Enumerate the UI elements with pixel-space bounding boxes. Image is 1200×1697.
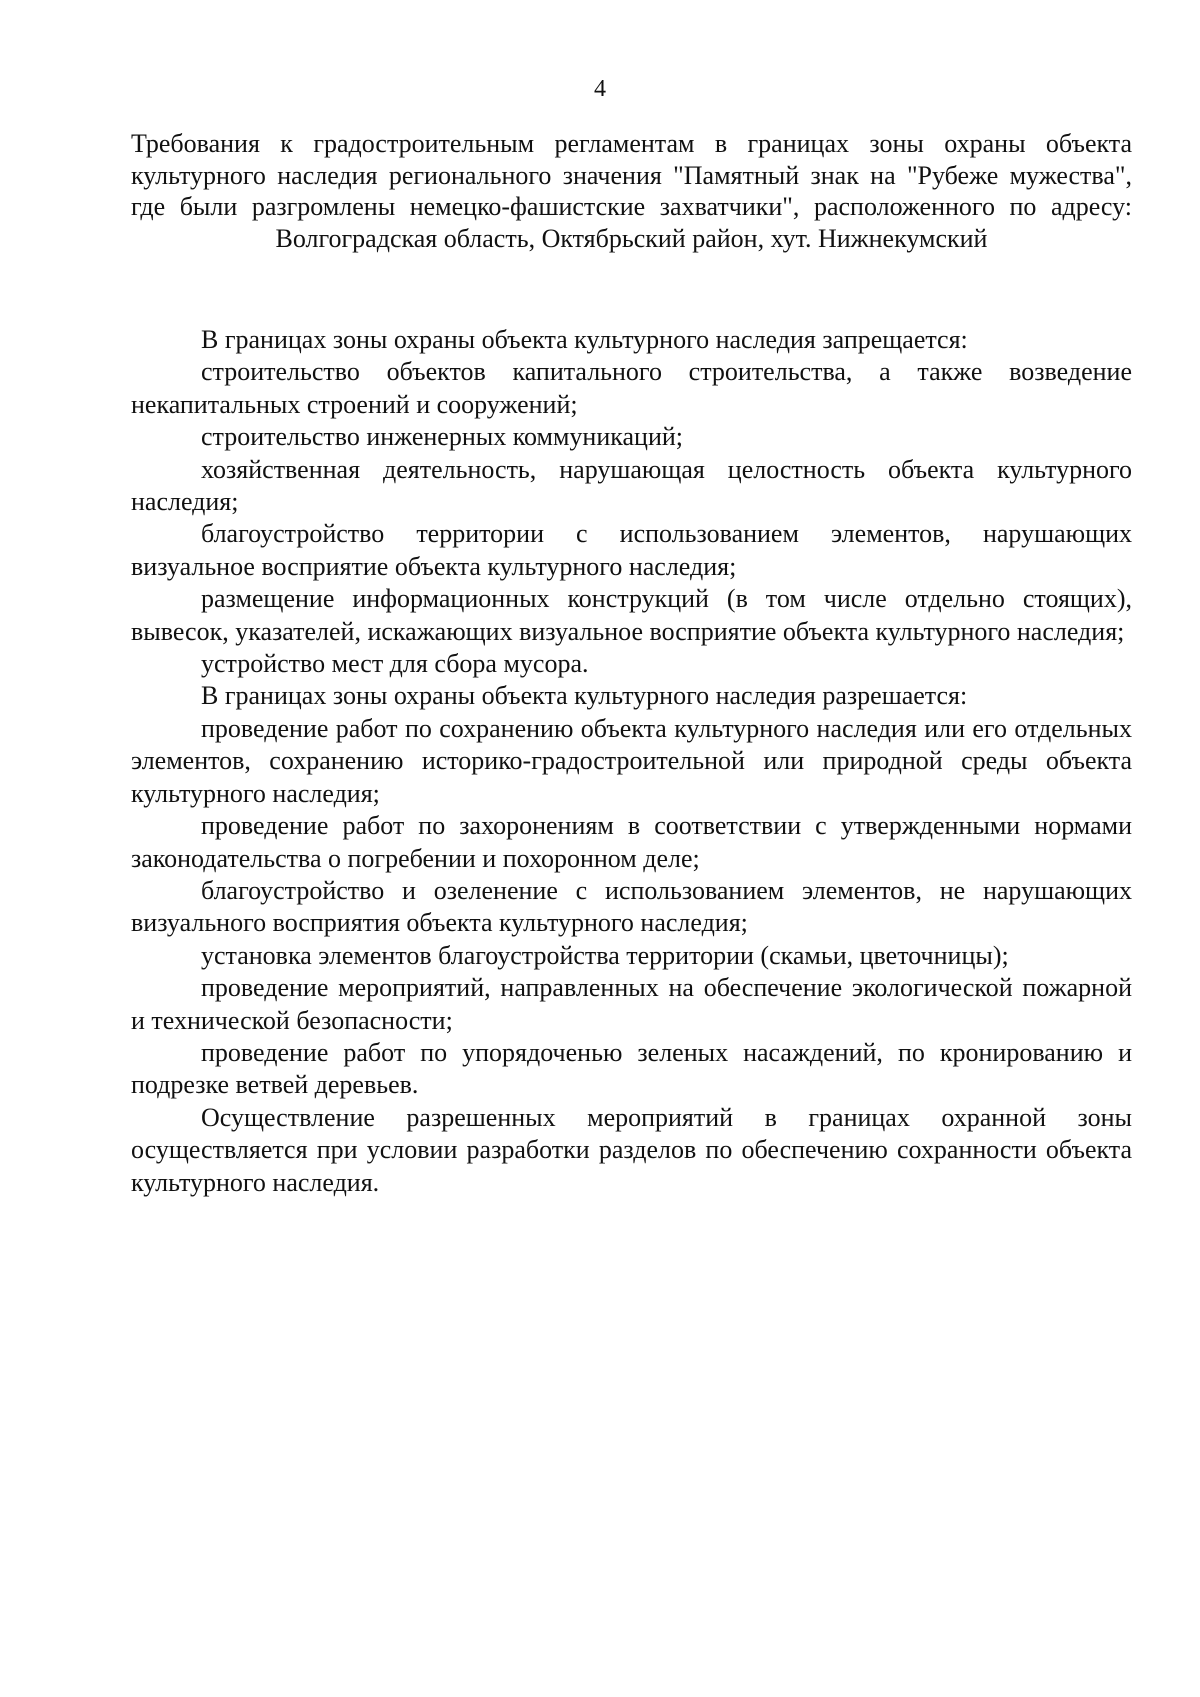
paragraph-permitted-preservation: проведение работ по сохранению объекта культурного наследия или его отдельных элементов, сохранению историко-градостроительной или природной среды объекта культурного наследия;: [131, 713, 1132, 808]
paragraph-prohibited-economic-activity: хозяйственная деятельность, нарушающая целостность объекта культурного наследия;: [131, 454, 1132, 517]
document-body: [131, 324, 1132, 1199]
paragraph-prohibited-intro: В границах зоны охраны объекта культурного наследия запрещается:: [201, 325, 968, 354]
paragraph-prohibited-signage: размещение информационных конструкций (в том числе отдельно стоящих), вывесок, указателей, искажающих визуальное восприятие объекта культурного наследия;: [131, 584, 1132, 646]
paragraph-conditions: Осуществление разрешенных мероприятий в границах охранной зоны осуществляется при условии разработки разделов по обеспечению сохранности объекта культурного наследия.: [131, 1102, 1132, 1197]
paragraph-permitted-intro: В границах зоны охраны объекта культурного наследия разрешается:: [201, 681, 968, 711]
paragraph-prohibited-engineering: строительство инженерных коммуникаций;: [201, 422, 683, 452]
paragraph-prohibited-construction: строительство объектов капитального строительства, а также возведение некапитальных строений и сооружений;: [131, 357, 1132, 419]
paragraph-prohibited-garbage: устройство мест для сбора мусора.: [201, 649, 589, 679]
paragraph-permitted-benches: установка элементов благоустройства территории (скамьи, цветочницы);: [201, 940, 1009, 970]
paragraph-permitted-burials: проведение работ по захоронениям в соответствии с утвержденными нормами законодательства о погребении и похоронном деле;: [131, 811, 1132, 873]
paragraph-permitted-safety: проведение мероприятий, направленных на обеспечение экологической пожарной и технической безопасности;: [131, 973, 1132, 1035]
paragraph-prohibited-landscaping: благоустройство территории с использованием элементов, нарушающих визуальное восприятие объекта культурного наследия;: [131, 519, 1132, 581]
paragraph-permitted-greenery: проведение работ по упорядоченью зеленых насаждений, по кронированию и подрезке ветвей деревьев.: [131, 1037, 1132, 1100]
paragraph-permitted-landscaping: благоустройство и озеленение с использованием элементов, не нарушающих визуального восприятия объекта культурного наследия;: [131, 875, 1132, 938]
document-title: Требования к градостроительным регламентам в границах зоны охраны объекта культурного наследия регионального значения "Памятный знак на "Рубеже мужества", где были разгромлены немецко-фашистские захватчики", расположенного по адресу: Волгоградская область, Октябрьский район, хут. Нижнекумский: [131, 129, 1132, 253]
page-number: 4: [594, 76, 606, 102]
